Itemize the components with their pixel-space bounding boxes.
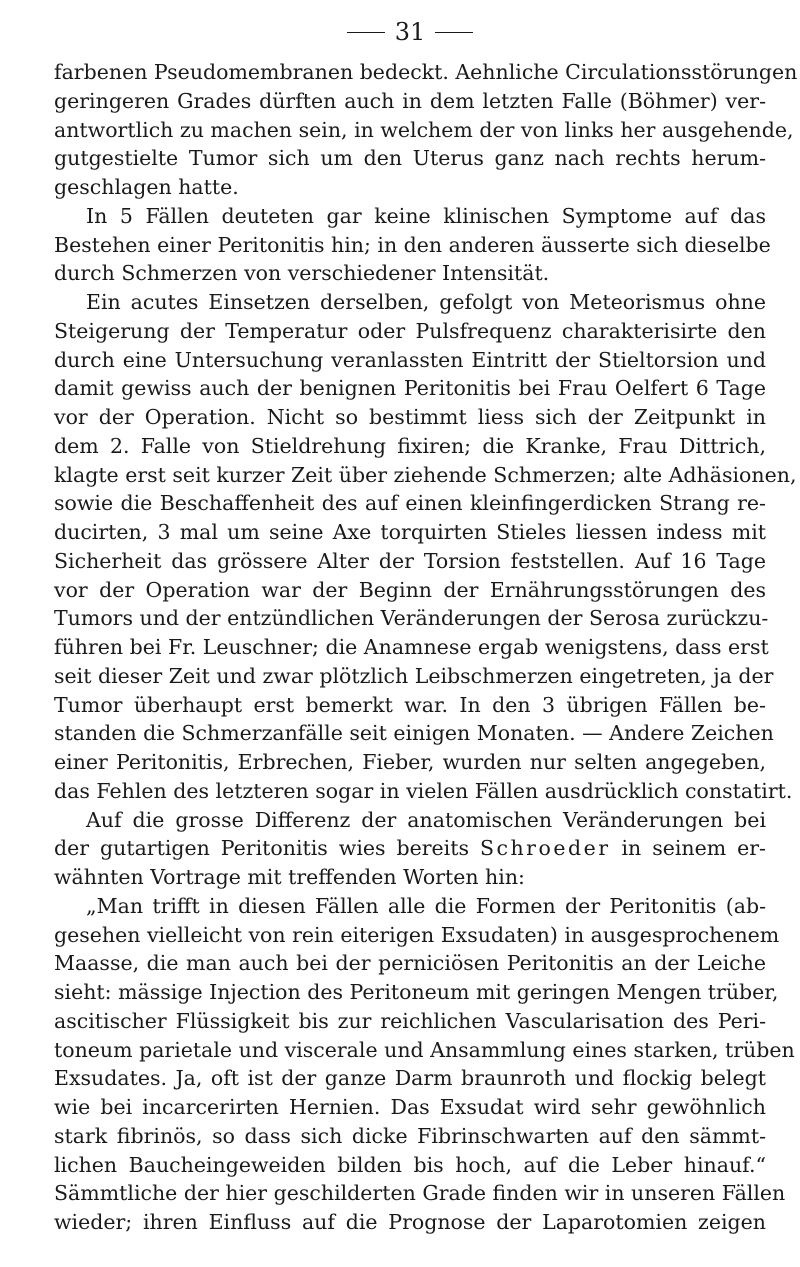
text-line: seit dieser Zeit und zwar plötzlich Leibschmerzen eingetreten, ja der	[54, 663, 774, 688]
text-line: Tumor überhaupt erst bemerkt war. In den 3 übrigen Fällen be-	[54, 692, 766, 717]
document-page	[54, 14, 798, 1237]
text-line: Ein acutes Einsetzen derselben, gefolgt von Meteorismus ohne	[86, 290, 766, 314]
text-line: antwortlich zu machen sein, in welchem der von links her ausgehende,	[54, 117, 794, 142]
text-line: Sämmtliche der hier geschilderten Grade finden wir in unseren Fällen	[54, 1181, 786, 1206]
text-line: durch eine Untersuchung veranlassten Eintritt der Stieltorsion und	[54, 347, 766, 372]
text-line: geringeren Grades dürften auch in dem letzten Falle (Böhmer) ver-	[54, 88, 766, 113]
text-line: Auf die grosse Differenz der anatomischen Veränderungen bei	[86, 807, 766, 832]
text-line: Tumors und der entzündlichen Veränderungen der Serosa zurückzu-	[54, 606, 769, 631]
text-line: Steigerung der Temperatur oder Pulsfrequenz charakterisirte den	[54, 318, 766, 343]
text-block-a	[54, 58, 798, 806]
page-header	[54, 14, 766, 50]
text-fragment: der gutartigen Peritonitis wies bereits	[54, 836, 480, 861]
text-line: wie bei incarcerirten Hernien. Das Exsudat wird sehr gewöhnlich	[54, 1095, 766, 1119]
text-line: vor der Operation. Nicht so bestimmt liess sich der Zeitpunkt in	[54, 405, 766, 429]
text-line: farbenen Pseudomembranen bedeckt. Aehnliche Circulationsstörungen	[54, 60, 798, 84]
text-line-schroeder	[54, 834, 766, 863]
text-line: Maasse, die man auch bei der perniciösen Peritonitis an der Leiche	[54, 951, 766, 976]
text-line: Bestehen einer Peritonitis hin; in den anderen äusserte sich dieselbe	[54, 232, 771, 257]
text-line: ascitischer Flüssigkeit bis zur reichlichen Vascularisation des Peri-	[54, 1008, 766, 1033]
header-rule-left	[347, 32, 385, 33]
text-line: durch Schmerzen von verschiedener Intensität.	[54, 261, 550, 286]
text-line: „Man trifft in diesen Fällen alle die Formen der Peritonitis (ab-	[86, 893, 766, 918]
author-name-schroeder: Schroeder	[479, 836, 611, 861]
page-number: 31	[394, 18, 426, 46]
text-line: einer Peritonitis, Erbrechen, Fieber, wurden nur selten angegeben,	[54, 750, 766, 774]
text-fragment: in seinem er-	[610, 836, 766, 861]
text-line: In 5 Fällen deuteten gar keine klinischen Symptome auf das	[86, 203, 766, 228]
text-line: wieder; ihren Einfluss auf die Prognose der Laparotomien zeigen	[54, 1210, 766, 1234]
header-rule-right	[435, 32, 473, 33]
text-line: stark fibrinös, so dass sich dicke Fibrinschwarten auf den sämmt-	[54, 1123, 766, 1148]
text-line: das Fehlen des letzteren sogar in vielen Fällen ausdrücklich constatirt.	[54, 778, 793, 803]
text-line: Exsudates. Ja, oft ist der ganze Darm braunroth und flockig belegt	[54, 1066, 766, 1091]
text-line: geschlagen hatte.	[54, 175, 239, 199]
text-line: damit gewiss auch der benignen Peritonitis bei Frau Oelfert 6 Tage	[54, 376, 766, 401]
text-line: sowie die Beschaffenheit des auf einen kleinfingerdicken Strang re-	[54, 491, 766, 516]
text-line: lichen Baucheingeweiden bilden bis hoch, auf die Leber hinauf.“	[54, 1152, 766, 1177]
text-line: vor der Operation war der Beginn der Ernährungsstörungen des	[54, 577, 766, 602]
text-line: gesehen vielleicht von rein eiterigen Exsudaten) in ausgesprochenem	[54, 922, 780, 947]
text-block-b	[54, 863, 795, 1237]
text-line: dem 2. Falle von Stieldrehung fixiren; die Kranke, Frau Dittrich,	[54, 433, 766, 458]
body-text	[54, 58, 798, 1237]
text-line: sieht: mässige Injection des Peritoneum mit geringen Mengen trüber,	[54, 980, 779, 1004]
text-line: wähnten Vortrage mit treffenden Worten hin:	[54, 865, 525, 889]
text-line: führen bei Fr. Leuschner; die Anamnese ergab wenigstens, dass erst	[54, 635, 769, 659]
text-line: toneum parietale und viscerale und Ansammlung eines starken, trüben	[54, 1037, 795, 1062]
text-line: gutgestielte Tumor sich um den Uterus ganz nach rechts herum-	[54, 146, 766, 171]
text-line: standen die Schmerzanfälle seit einigen Monaten. — Andere Zeichen	[54, 721, 774, 746]
text-line: ducirten, 3 mal um seine Axe torquirten Stieles liessen indess mit	[54, 520, 766, 544]
text-line: klagte erst seit kurzer Zeit über ziehende Schmerzen; alte Adhäsionen,	[54, 462, 797, 487]
text-line: Sicherheit das grössere Alter der Torsion feststellen. Auf 16 Tage	[54, 548, 766, 573]
